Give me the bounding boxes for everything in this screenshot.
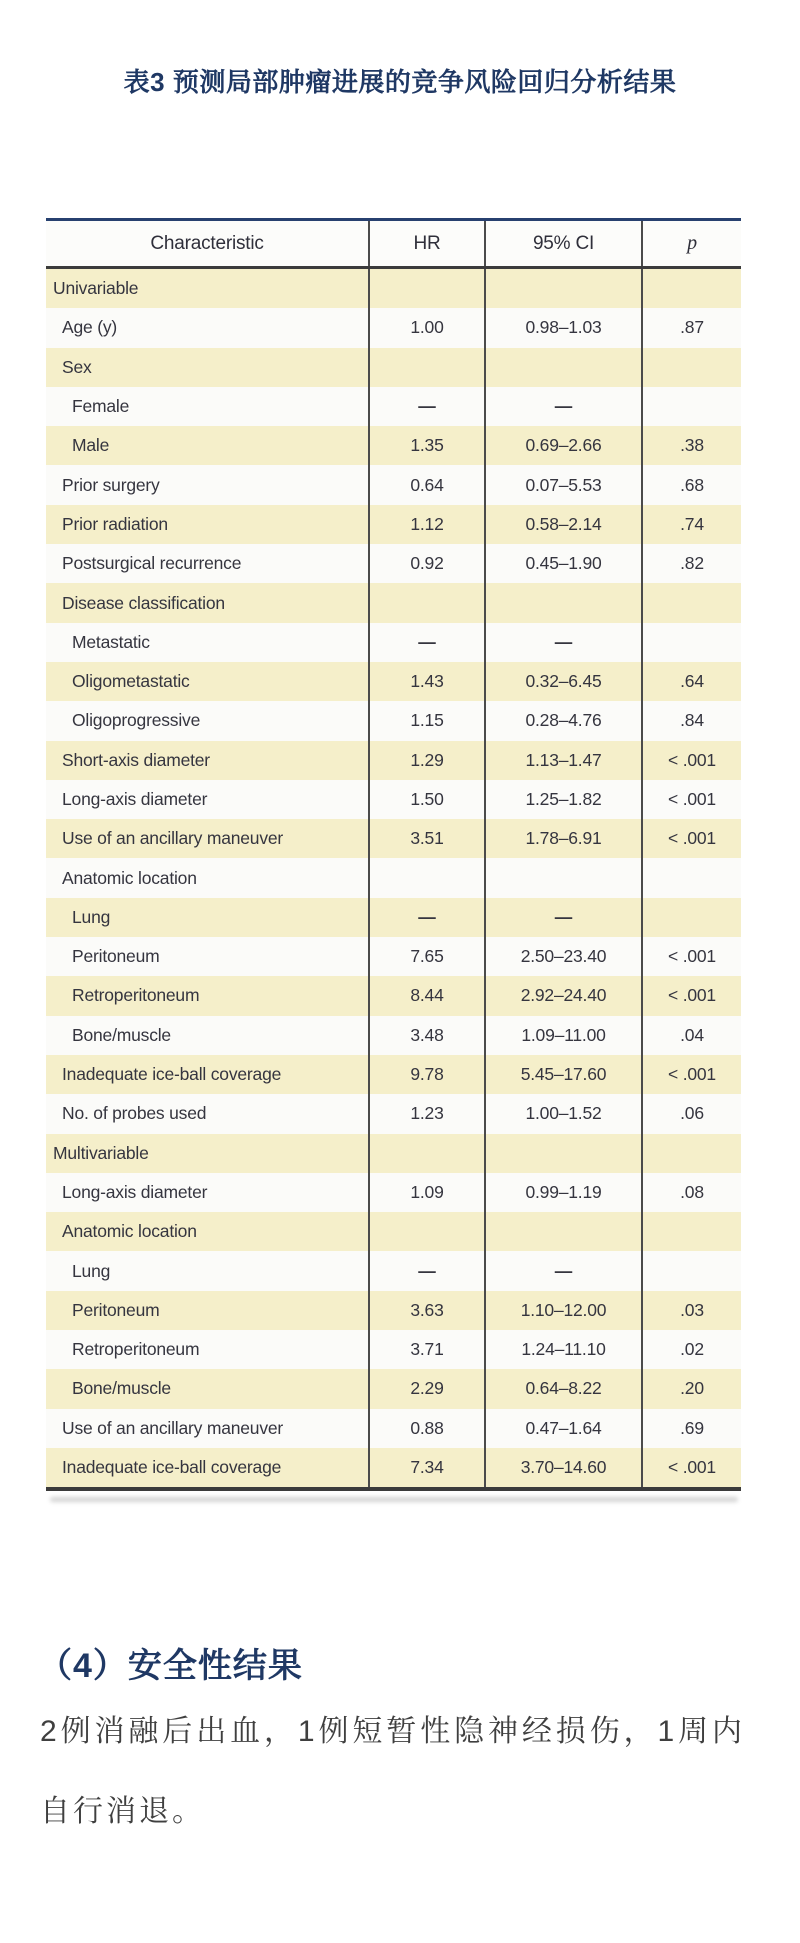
row-label: Lung — [72, 906, 111, 927]
p-value: < .001 — [641, 976, 741, 1015]
row-label: Male — [72, 435, 110, 456]
row-label: Anatomic location — [62, 867, 197, 888]
hr-value: 1.35 — [368, 426, 484, 465]
table-row — [46, 1134, 741, 1173]
table-row — [46, 819, 741, 858]
p-value — [641, 1134, 741, 1173]
ci-value: 1.00–1.52 — [484, 1094, 641, 1133]
table-row — [46, 1212, 741, 1251]
hr-value — [368, 269, 484, 308]
hr-value — [368, 858, 484, 897]
ci-value: 2.50–23.40 — [484, 937, 641, 976]
column-header-p: p — [641, 221, 741, 266]
row-label: Peritoneum — [72, 946, 160, 967]
p-value: .82 — [641, 544, 741, 583]
hr-value — [368, 1134, 484, 1173]
row-label: Bone/muscle — [72, 1378, 171, 1399]
hr-value — [368, 1212, 484, 1251]
table-row — [46, 898, 741, 937]
row-label: Peritoneum — [72, 1299, 160, 1320]
row-label: Inadequate ice-ball coverage — [62, 1064, 282, 1085]
ci-value: 0.45–1.90 — [484, 544, 641, 583]
row-label: Multivariable — [53, 1142, 149, 1163]
hr-value: 3.51 — [368, 819, 484, 858]
row-label: Oligometastatic — [72, 671, 190, 692]
hr-value: 1.50 — [368, 780, 484, 819]
row-label: Inadequate ice-ball coverage — [62, 1457, 282, 1478]
p-value: .84 — [641, 701, 741, 740]
hr-value: 1.12 — [368, 505, 484, 544]
table-row — [46, 780, 741, 819]
ci-value: 0.47–1.64 — [484, 1409, 641, 1448]
ci-value: 1.10–12.00 — [484, 1291, 641, 1330]
p-value — [641, 1251, 741, 1290]
table-row — [46, 937, 741, 976]
ci-value — [484, 858, 641, 897]
hr-value: 1.15 — [368, 701, 484, 740]
p-value: < .001 — [641, 1055, 741, 1094]
hr-value: 1.29 — [368, 741, 484, 780]
p-value: .64 — [641, 662, 741, 701]
ci-value: 0.58–2.14 — [484, 505, 641, 544]
row-label: Use of an ancillary maneuver — [62, 1417, 284, 1438]
p-value — [641, 387, 741, 426]
row-label: Lung — [72, 1260, 111, 1281]
p-value — [641, 898, 741, 937]
column-header-characteristic: Characteristic — [150, 232, 264, 254]
table-row — [46, 1094, 741, 1133]
ci-value — [484, 583, 641, 622]
hr-value: 7.34 — [368, 1448, 484, 1487]
ci-value: 1.24–11.10 — [484, 1330, 641, 1369]
row-label: Prior surgery — [62, 474, 160, 495]
row-label: Sex — [62, 356, 92, 377]
section-heading-safety: （4）安全性结果 — [38, 1647, 303, 1685]
ci-value: 0.98–1.03 — [484, 308, 641, 347]
ci-value: 1.25–1.82 — [484, 780, 641, 819]
table-row — [46, 1055, 741, 1094]
p-value: .68 — [641, 465, 741, 504]
table-header-row — [46, 221, 741, 269]
p-value: .87 — [641, 308, 741, 347]
row-label: Retroperitoneum — [72, 985, 200, 1006]
p-value: .38 — [641, 426, 741, 465]
row-label: Short-axis diameter — [62, 749, 210, 770]
row-label: Female — [72, 396, 130, 417]
table-row — [46, 387, 741, 426]
row-label: Postsurgical recurrence — [62, 553, 242, 574]
p-value — [641, 348, 741, 387]
ci-value: 0.99–1.19 — [484, 1173, 641, 1212]
p-value — [641, 269, 741, 308]
p-value: < .001 — [641, 937, 741, 976]
row-label: Bone/muscle — [72, 1024, 171, 1045]
p-value — [641, 623, 741, 662]
ci-value: 0.28–4.76 — [484, 701, 641, 740]
table-row — [46, 465, 741, 504]
ci-value: — — [484, 387, 641, 426]
ci-value: 1.09–11.00 — [484, 1016, 641, 1055]
p-value: .69 — [641, 1409, 741, 1448]
row-label: Use of an ancillary maneuver — [62, 828, 284, 849]
hr-value: 1.09 — [368, 1173, 484, 1212]
p-value: .74 — [641, 505, 741, 544]
table-row — [46, 583, 741, 622]
ci-value: 0.69–2.66 — [484, 426, 641, 465]
hr-value: 3.63 — [368, 1291, 484, 1330]
p-value: < .001 — [641, 741, 741, 780]
ci-value — [484, 348, 641, 387]
hr-value: 0.88 — [368, 1409, 484, 1448]
p-value: .04 — [641, 1016, 741, 1055]
column-header-hr: HR — [368, 221, 484, 266]
p-value — [641, 1212, 741, 1251]
ci-value: — — [484, 623, 641, 662]
hr-value: 3.71 — [368, 1330, 484, 1369]
p-value — [641, 583, 741, 622]
row-label: Age (y) — [62, 317, 118, 338]
p-value — [641, 858, 741, 897]
hr-value: — — [368, 623, 484, 662]
row-label: Long-axis diameter — [62, 1181, 208, 1202]
row-label: Metastatic — [72, 631, 150, 652]
hr-value: — — [368, 387, 484, 426]
table-caption: 表3 预测局部肿瘤进展的竞争风险回归分析结果 — [123, 67, 677, 97]
table-row — [46, 1251, 741, 1290]
ci-value: — — [484, 898, 641, 937]
table-row — [46, 623, 741, 662]
table-bottom-shadow — [50, 1497, 738, 1502]
row-label: Disease classification — [62, 592, 225, 613]
p-value: .20 — [641, 1369, 741, 1408]
hr-value: 0.92 — [368, 544, 484, 583]
ci-value — [484, 1134, 641, 1173]
regression-results-table — [46, 218, 741, 1491]
hr-value: 1.23 — [368, 1094, 484, 1133]
row-label: Anatomic location — [62, 1221, 197, 1242]
table-row — [46, 701, 741, 740]
table-body — [46, 269, 741, 1487]
hr-value: — — [368, 898, 484, 937]
ci-value: — — [484, 1251, 641, 1290]
p-value: .03 — [641, 1291, 741, 1330]
ci-value: 0.32–6.45 — [484, 662, 641, 701]
ci-value: 1.13–1.47 — [484, 741, 641, 780]
table-row — [46, 269, 741, 308]
table-row — [46, 1330, 741, 1369]
table-row — [46, 858, 741, 897]
section-paragraph-safety: 2例消融后出血，1例短暂性隐神经损伤，1周内自行消退。 — [40, 1715, 745, 1828]
ci-value: 0.64–8.22 — [484, 1369, 641, 1408]
ci-value: 2.92–24.40 — [484, 976, 641, 1015]
row-label: No. of probes used — [62, 1103, 207, 1124]
ci-value — [484, 1212, 641, 1251]
table-row — [46, 426, 741, 465]
p-value: < .001 — [641, 780, 741, 819]
table-row — [46, 662, 741, 701]
table-row — [46, 544, 741, 583]
table-row — [46, 1016, 741, 1055]
ci-value: 5.45–17.60 — [484, 1055, 641, 1094]
table-row — [46, 308, 741, 347]
row-label: Univariable — [53, 278, 139, 299]
ci-value: 3.70–14.60 — [484, 1448, 641, 1487]
table-row — [46, 1291, 741, 1330]
hr-value: 1.00 — [368, 308, 484, 347]
table-row — [46, 1369, 741, 1408]
hr-value: 2.29 — [368, 1369, 484, 1408]
table-row — [46, 741, 741, 780]
hr-value: 1.43 — [368, 662, 484, 701]
table-row — [46, 505, 741, 544]
table-row — [46, 1448, 741, 1487]
hr-value: 7.65 — [368, 937, 484, 976]
row-label: Long-axis diameter — [62, 789, 208, 809]
table-row — [46, 1409, 741, 1448]
hr-value — [368, 583, 484, 622]
hr-value — [368, 348, 484, 387]
ci-value: 1.78–6.91 — [484, 819, 641, 858]
p-value: .02 — [641, 1330, 741, 1369]
table-row — [46, 976, 741, 1015]
p-value: .08 — [641, 1173, 741, 1212]
hr-value: 0.64 — [368, 465, 484, 504]
row-label: Prior radiation — [62, 513, 168, 534]
ci-value — [484, 269, 641, 308]
p-value: < .001 — [641, 819, 741, 858]
row-label: Retroperitoneum — [72, 1339, 200, 1360]
table-row — [46, 1173, 741, 1212]
hr-value: — — [368, 1251, 484, 1290]
ci-value: 0.07–5.53 — [484, 465, 641, 504]
p-value: < .001 — [641, 1448, 741, 1487]
table-row — [46, 348, 741, 387]
hr-value: 9.78 — [368, 1055, 484, 1094]
hr-value: 3.48 — [368, 1016, 484, 1055]
column-header-95ci: 95% CI — [484, 221, 641, 266]
row-label: Oligoprogressive — [72, 710, 201, 731]
hr-value: 8.44 — [368, 976, 484, 1015]
p-value: .06 — [641, 1094, 741, 1133]
